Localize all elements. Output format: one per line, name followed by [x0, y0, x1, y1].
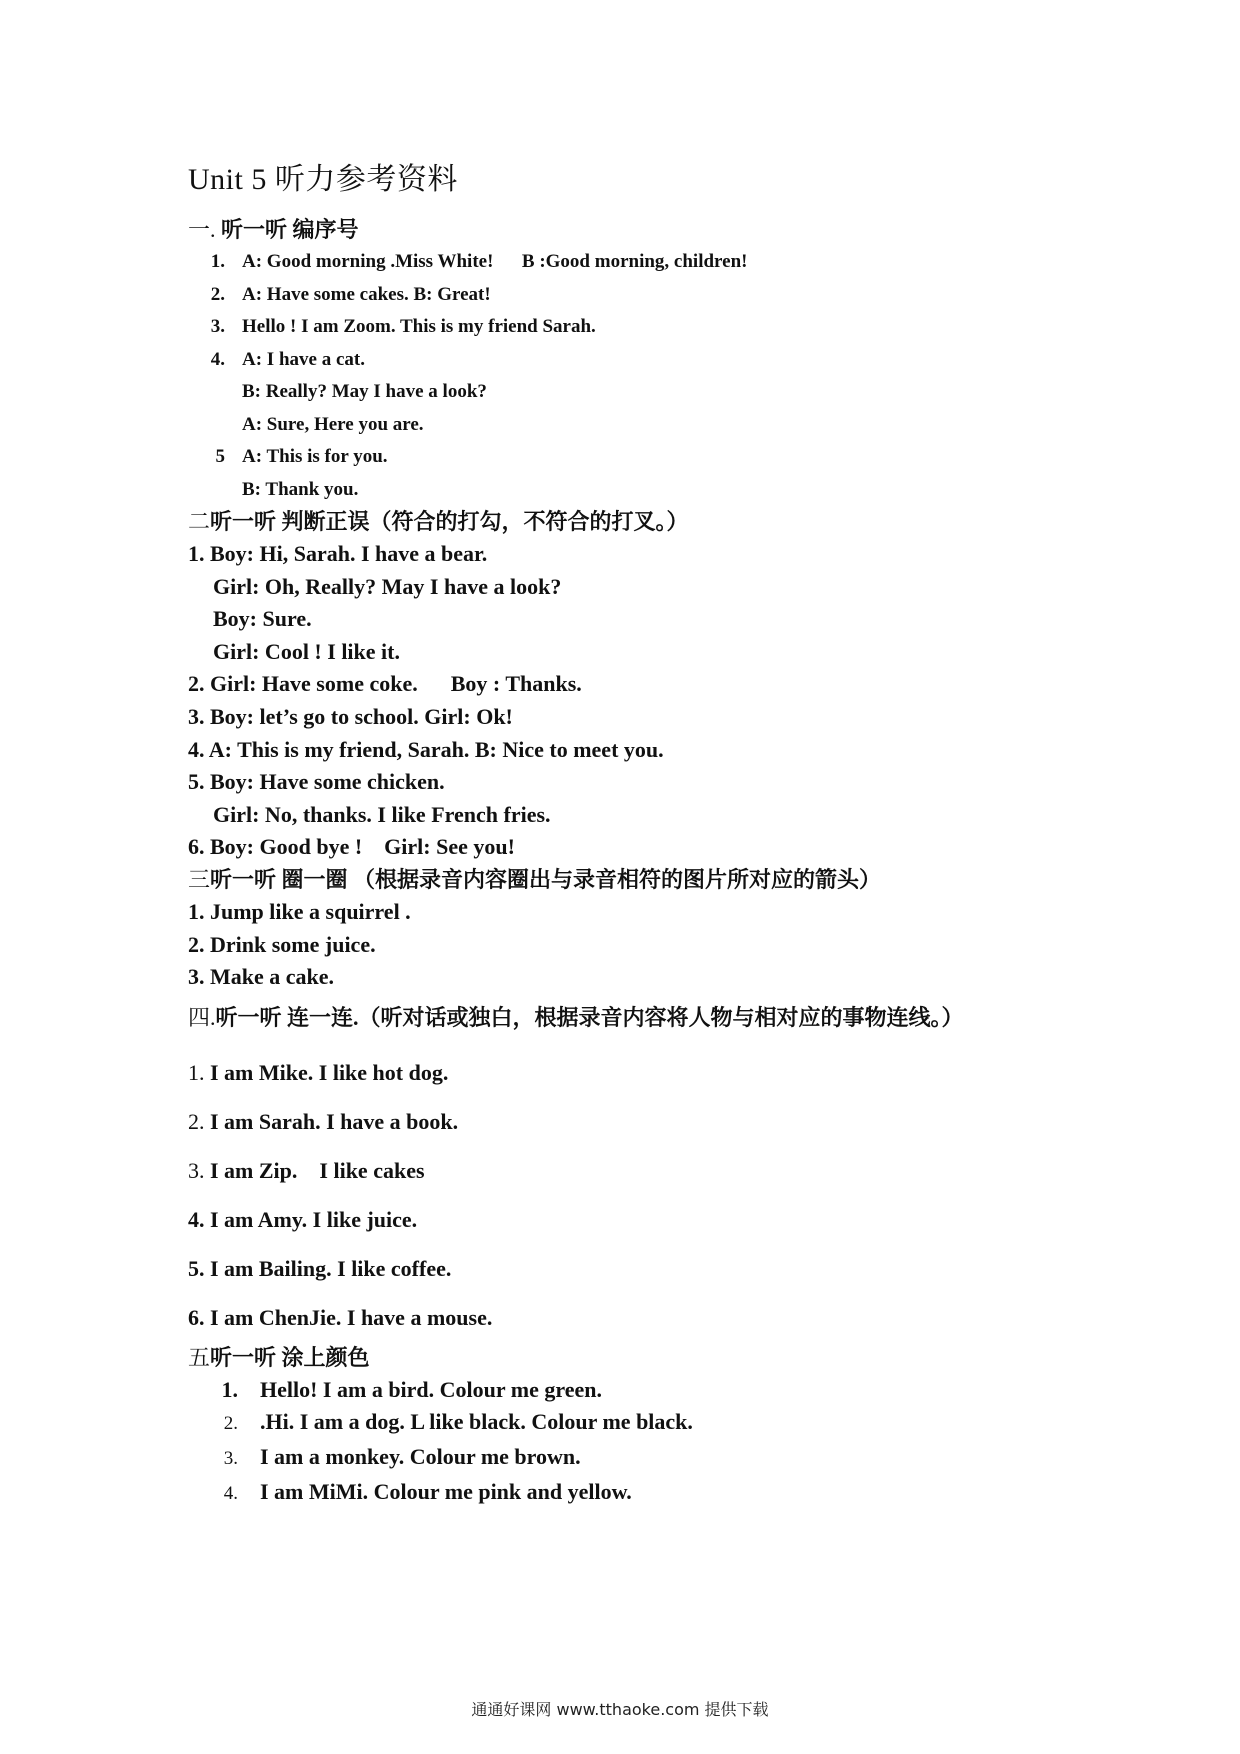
item-number: 4. — [188, 1206, 205, 1232]
list-item: 1. Boy: Hi, Sarah. I have a bear. — [188, 541, 488, 566]
list-item: 6. Boy: Good bye ! Girl: See you! — [188, 834, 515, 860]
page-footer: 通通好课网 www.tthaoke.com 提供下载 — [471, 1700, 769, 1719]
item-number: 6. — [188, 1304, 205, 1330]
list-item: Girl: Oh, Really? May I have a look? — [213, 573, 562, 599]
section-3-number: 三 — [188, 866, 211, 892]
list-item — [188, 441, 1088, 474]
item-text: I am Bailing. I like coffee. — [204, 1255, 452, 1281]
section-5-number: 五 — [188, 1344, 211, 1370]
item-text: I am Amy. I like juice. — [204, 1206, 418, 1232]
item-text: Hello! I am a bird. Colour me green. — [260, 1376, 602, 1402]
list-item — [188, 1406, 1088, 1441]
section-2-list — [188, 538, 1088, 864]
list-item — [188, 1048, 1088, 1097]
list-item: Girl: No, thanks. I like French fries. — [213, 801, 551, 827]
section-4-number: 四. — [188, 1004, 216, 1030]
item-number: 2. — [210, 283, 225, 305]
item-number: 4. — [210, 348, 225, 370]
list-item — [188, 246, 1088, 279]
list-item: 5. Boy: Have some chicken. — [188, 769, 445, 795]
item-number: 5. — [188, 1255, 205, 1281]
item-text: Hello ! I am Zoom. This is my friend Sarah. — [242, 316, 596, 337]
section-1-title: 听一听 编序号 — [221, 217, 359, 242]
section-1-heading — [188, 214, 1088, 246]
section-5-title: 听一听 涂上颜色 — [210, 1344, 370, 1370]
item-number: 2. — [188, 1108, 205, 1134]
item-number: 3. — [210, 316, 225, 337]
list-item — [188, 376, 1088, 409]
list-item: 2. Drink some juice. — [188, 931, 376, 957]
list-item — [188, 344, 1088, 377]
item-number: 2. — [223, 1413, 238, 1435]
item-number: 1. — [210, 251, 225, 272]
list-item — [188, 409, 1088, 442]
list-item: Boy: Sure. — [213, 606, 312, 632]
list-item — [188, 279, 1088, 312]
section-3-heading — [188, 864, 1088, 896]
list-item — [188, 1293, 1088, 1342]
item-text: B: Thank you. — [242, 478, 359, 500]
list-item: Girl: Cool ! I like it. — [213, 638, 400, 664]
list-item — [188, 474, 1088, 507]
page-title: Unit 5 听力参考资料 — [188, 163, 458, 196]
item-number: 3. — [188, 1157, 205, 1183]
section-1-number: 一. — [188, 217, 216, 242]
section-4-title: 听一听 连一连.（听对话或独白，根据录音内容将人物与相对应的事物连线。） — [215, 1004, 964, 1030]
item-text: I am ChenJie. I have a mouse. — [204, 1304, 493, 1330]
item-text: A: Sure, Here you are. — [242, 413, 424, 435]
list-item: 4. A: This is my friend, Sarah. B: Nice to meet you. — [188, 736, 664, 762]
item-text: I am Sarah. I have a book. — [204, 1108, 459, 1134]
item-text: I am MiMi. Colour me pink and yellow. — [260, 1478, 632, 1504]
list-item: 2. Girl: Have some coke. Boy : Thanks. — [188, 671, 582, 697]
section-5-heading — [188, 1342, 1088, 1374]
item-text: A: This is for you. — [242, 446, 388, 467]
list-item: 3. Boy: let’s go to school. Girl: Ok! — [188, 703, 513, 729]
list-item: 3. Make a cake. — [188, 964, 335, 990]
section-4-heading — [188, 1002, 1088, 1034]
list-item — [188, 1146, 1088, 1195]
item-number: 1. — [188, 1059, 205, 1085]
item-text: I am Zip. I like cakes — [204, 1157, 425, 1183]
item-number: 5 — [215, 446, 225, 467]
section-5-list — [188, 1374, 1088, 1510]
item-number: 4. — [223, 1482, 238, 1504]
list-item — [188, 311, 1088, 344]
list-item — [188, 1195, 1088, 1244]
section-3-list — [188, 896, 1088, 994]
list-item: 1. Jump like a squirrel . — [188, 898, 411, 924]
list-item — [188, 1374, 1088, 1407]
document-body — [188, 160, 1088, 1510]
list-item — [188, 1476, 1088, 1511]
item-text: .Hi. I am a dog. L like black. Colour me black. — [260, 1409, 693, 1435]
item-text: I am Mike. I like hot dog. — [204, 1059, 449, 1085]
list-item — [188, 1441, 1088, 1476]
item-number: 3. — [223, 1447, 238, 1469]
list-item — [188, 1244, 1088, 1293]
item-text: A: Have some cakes. B: Great! — [242, 283, 491, 305]
item-number: 1. — [221, 1376, 238, 1402]
item-text: B: Really? May I have a look? — [242, 381, 487, 402]
section-2-heading — [188, 506, 1088, 538]
item-text: I am a monkey. Colour me brown. — [260, 1443, 581, 1469]
section-2-number: 二 — [188, 509, 211, 534]
section-1-list — [188, 246, 1088, 506]
section-3-title: 听一听 圈一圈 （根据录音内容圈出与录音相符的图片所对应的箭头） — [210, 866, 882, 892]
item-text: A: I have a cat. — [242, 348, 365, 370]
section-2-title: 听一听 判断正误（符合的打勾，不符合的打叉。） — [210, 509, 689, 534]
list-item — [188, 1097, 1088, 1146]
item-text: A: Good morning .Miss White! B :Good morning, children! — [242, 251, 748, 272]
section-4-list — [188, 1048, 1088, 1342]
